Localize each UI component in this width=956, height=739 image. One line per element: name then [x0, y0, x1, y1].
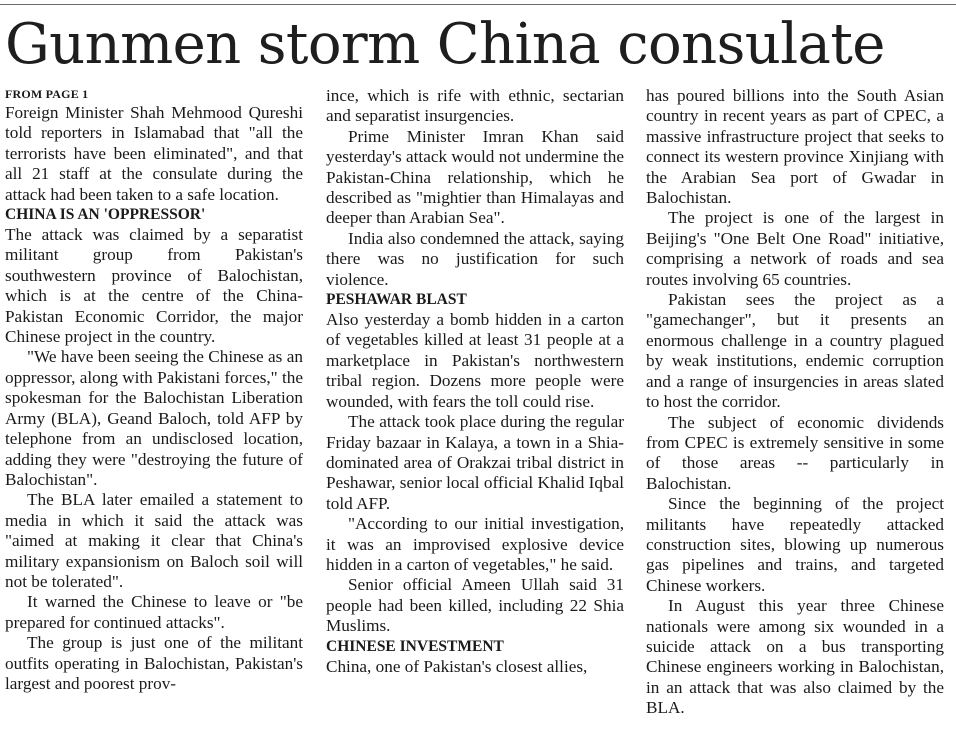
subhead-oppressor: CHINA IS AN 'OPPRESSOR' [5, 206, 206, 224]
paragraph: Prime Minister Imran Khan said yesterday's attack would not undermine the Pakistan-China relationship, which he described as "mightier than Himalayas and deeper than Arabian Sea". [326, 126, 624, 228]
paragraph: India also condemned the attack, saying there was no justification for such violence. [326, 228, 624, 289]
top-rule [0, 4, 956, 5]
paragraph: The group is just one of the militant outfits operating in Balochistan, Pakistan's largest and poorest prov- [5, 633, 303, 693]
headline: Gunmen storm China consulate [5, 12, 885, 77]
paragraph: "According to our initial investigation, it was an improvised explosive device hidden in a carton of vegetables," he said. [326, 514, 624, 574]
paragraph: has poured billions into the South Asian country in recent years as part of CPEC, a massive infrastructure project that seeks to connect its western province Xinjiang with the Arabian Sea port of Gwadar in Balochistan. [646, 86, 944, 208]
paragraph: Since the beginning of the project militants have repeatedly attacked construction sites, blowing up numerous gas pipelines and trains, and targeted Chinese workers. [646, 494, 944, 595]
column-2 [326, 86, 624, 739]
paragraph: Foreign Minister Shah Mehmood Qureshi told reporters in Islamabad that "all the terrorists have been eliminated", and that all 21 staff at the consulate during the attack had been taken to a safe location. [5, 103, 303, 204]
paragraph: ince, which is rife with ethnic, sectarian and separatist insurgencies. [326, 86, 624, 126]
paragraph: "We have been seeing the Chinese as an oppressor, along with Pakistani forces," the spokesman for the Balochistan Liberation Army (BLA), Geand Baloch, told AFP by telephone from an undisclosed location, adding they were "destroying the future of Balochistan". [5, 347, 303, 489]
paragraph: The attack took place during the regular Friday bazaar in Kalaya, a town in a Shia-dominated area of Orakzai tribal district in Peshawar, senior local official Khalid Iqbal told AFP. [326, 412, 624, 513]
continuation-kicker: FROM PAGE 1 [5, 87, 89, 101]
paragraph: The subject of economic dividends from CPEC is extremely sensitive in some of those areas -- particularly in Balochistan. [646, 412, 944, 493]
subhead-peshawar-blast: PESHAWAR BLAST [326, 291, 467, 309]
paragraph: It warned the Chinese to leave or "be prepared for continued attacks". [5, 592, 303, 632]
subhead-chinese-investment: CHINESE INVESTMENT [326, 637, 504, 655]
paragraph: Pakistan sees the project as a "gamechanger", but it presents an enormous challenge in a country plagued by weak institutions, endemic corruption and a range of insurgencies in areas slated to host the corridor. [646, 290, 944, 412]
paragraph: Senior official Ameen Ullah said 31 people had been killed, including 22 Shia Muslims. [326, 575, 624, 636]
paragraph: China, one of Pakistan's closest allies, [326, 656, 588, 676]
paragraph: In August this year three Chinese nationals were among six wounded in a suicide attack on a bus transporting Chinese engineers working in Balochistan, in an attack that was also claimed by the BLA. [646, 596, 944, 718]
paragraph: The project is one of the largest in Beijing's "One Belt One Road" initiative, comprising a network of roads and sea routes involving 65 countries. [646, 208, 944, 289]
column-1 [5, 86, 303, 739]
column-3 [646, 86, 944, 739]
paragraph: Also yesterday a bomb hidden in a carton of vegetables killed at least 31 people at a marketplace in Pakistan's northwestern tribal region. Dozens more people were wounded, with fears the toll could rise. [326, 310, 624, 411]
paragraph: The BLA later emailed a statement to media in which it said the attack was "aimed at making it clear that China's military expansionism on Baloch soil will not be tolerated". [5, 490, 303, 591]
paragraph: The attack was claimed by a separatist militant group from Pakistan's southwestern province of Balochistan, which is at the centre of the China-Pakistan Economic Corridor, the major Chinese project in the country. [5, 225, 303, 347]
